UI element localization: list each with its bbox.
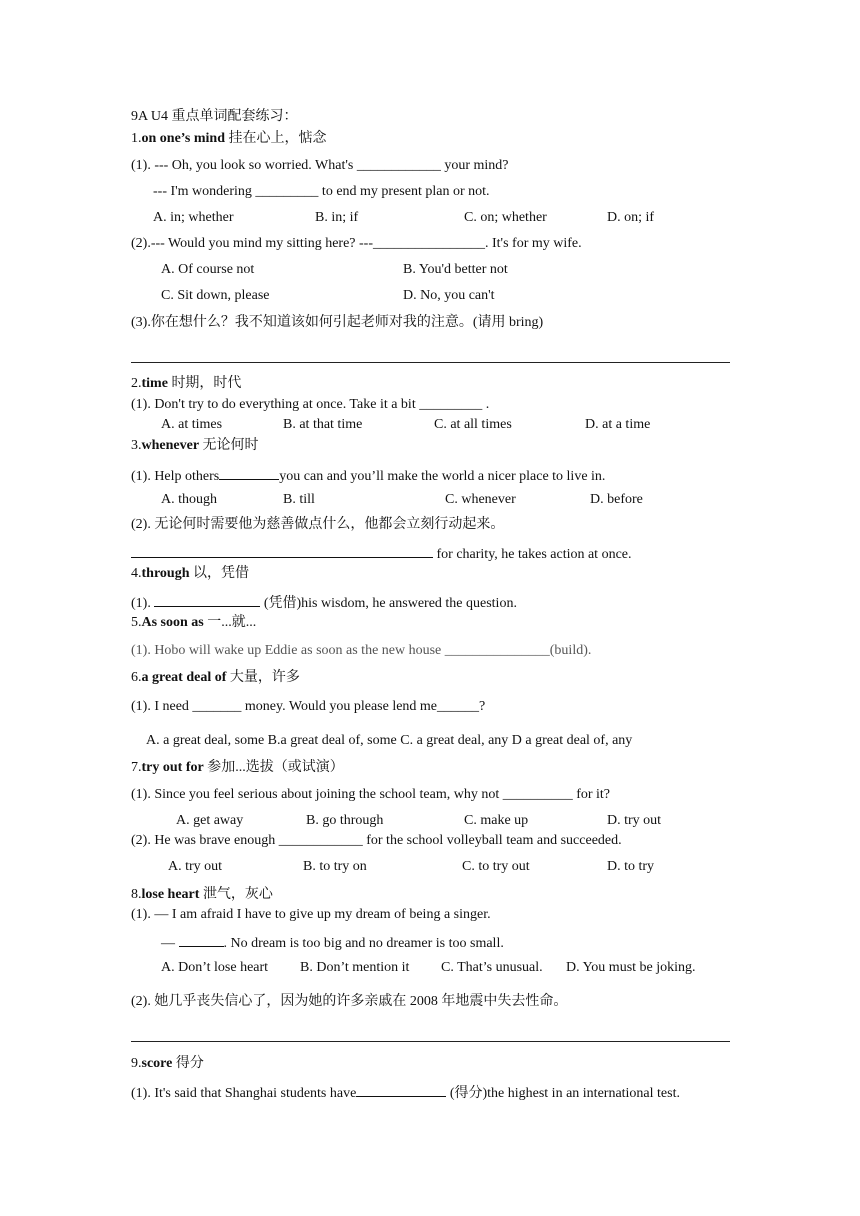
question-4-1	[131, 592, 517, 613]
question-text: . No dream is too big and no dreamer is too small.	[223, 936, 504, 951]
question-8-1-line-a: (1). — I am afraid I have to give up my dream of being a singer.	[131, 907, 491, 922]
section-term: on one’s mind	[141, 131, 226, 146]
blank-line	[131, 543, 433, 558]
option: B. go through	[306, 813, 384, 828]
option: D. at a time	[585, 417, 651, 432]
option: C. to try out	[462, 859, 530, 874]
section-meaning: 大量，许多	[226, 670, 300, 685]
answer-line	[131, 1041, 730, 1042]
option: C. at all times	[434, 417, 512, 432]
section-heading-6	[131, 669, 300, 687]
question-text: (1).	[131, 596, 151, 611]
option: C. whenever	[445, 492, 516, 507]
question-8-2: (2). 她几乎丧失信心了，因为她的许多亲戚在 2008 年地震中失去性命。	[131, 994, 568, 1009]
section-heading-4	[131, 565, 249, 583]
section-meaning: 得分	[172, 1056, 204, 1071]
blank-line	[179, 932, 224, 947]
section-meaning: 无论何时	[199, 438, 259, 453]
section-term: whenever	[141, 438, 200, 453]
section-heading-2	[131, 375, 241, 393]
option: B. to try on	[303, 859, 367, 874]
blank-line	[356, 1082, 446, 1097]
section-meaning: 参加...选拔（或试演）	[203, 760, 344, 775]
question-3-2: (2). 无论何时需要他为慈善做点什么，他都会立刻行动起来。	[131, 517, 505, 532]
option: A. try out	[168, 859, 223, 874]
section-number: 8.	[131, 887, 142, 902]
section-heading-5	[131, 614, 256, 632]
option: D. try out	[607, 813, 662, 828]
question-2-1: (1). Don't try to do everything at once. Take it a bit _________ .	[131, 397, 490, 412]
section-term: through	[141, 566, 190, 581]
section-number: 5.	[131, 615, 142, 630]
question-text: (1). It's said that Shanghai students have	[131, 1086, 357, 1101]
section-term: score	[141, 1056, 173, 1071]
question-text: (得分)the highest in an international test.	[446, 1086, 680, 1101]
options-6-1: A. a great deal, some B.a great deal of, some C. a great deal, any D a great deal of, any	[146, 733, 633, 748]
question-1-1-line-b: --- I'm wondering _________ to end my present plan or not.	[153, 184, 490, 199]
question-1-3: (3).你在想什么？我不知道该如何引起老师对我的注意。(请用 bring)	[131, 315, 544, 330]
option: A. at times	[161, 417, 223, 432]
question-text: (1). Help others	[131, 469, 220, 484]
option: A. get away	[176, 813, 244, 828]
option: B. You'd better not	[403, 262, 508, 277]
question-9-1	[131, 1082, 680, 1103]
section-heading-7	[131, 759, 344, 777]
section-number: 7.	[131, 760, 142, 775]
section-term: lose heart	[141, 887, 200, 902]
section-number: 3.	[131, 438, 142, 453]
question-5-1: (1). Hobo will wake up Eddie as soon as the new house _______________(build).	[131, 643, 592, 658]
section-heading-8	[131, 886, 273, 904]
option: B. till	[283, 492, 315, 507]
section-term: a great deal of	[141, 670, 227, 685]
section-meaning: 泄气，灰心	[199, 887, 273, 902]
option: A. though	[161, 492, 217, 507]
option: B. in; if	[315, 210, 359, 225]
question-3-2-answer	[131, 543, 632, 564]
section-heading-3	[131, 437, 259, 455]
section-meaning: 一...就...	[203, 615, 257, 630]
answer-line	[131, 362, 730, 363]
section-term: As soon as	[141, 615, 204, 630]
section-meaning: 时期，时代	[167, 376, 242, 391]
question-7-2: (2). He was brave enough ____________ for the school volleyball team and succeeded.	[131, 833, 622, 848]
section-number: 2.	[131, 376, 142, 391]
section-meaning: 以，凭借	[189, 566, 249, 581]
question-7-1: (1). Since you feel serious about joining the school team, why not __________ for it?	[131, 787, 611, 802]
section-heading-1	[131, 130, 327, 148]
option: B. at that time	[283, 417, 363, 432]
question-1-2: (2).--- Would you mind my sitting here? ---________________. It's for my wife.	[131, 236, 582, 251]
question-text: —	[161, 936, 179, 951]
option: D. before	[590, 492, 643, 507]
option: D. to try	[607, 859, 655, 874]
option: D. You must be joking.	[566, 960, 696, 975]
section-heading-9	[131, 1055, 204, 1073]
option: C. That’s unusual.	[441, 960, 543, 975]
option: A. Of course not	[161, 262, 255, 277]
question-text: for charity, he takes action at once.	[436, 547, 632, 562]
option: C. on; whether	[464, 210, 547, 225]
option: A. Don’t lose heart	[161, 960, 269, 975]
document-title: 9A U4 重点单词配套练习：	[131, 109, 298, 124]
option: A. in; whether	[153, 210, 234, 225]
section-term: try out for	[141, 760, 204, 775]
question-6-1: (1). I need _______ money. Would you please lend me______?	[131, 699, 486, 714]
question-1-1-line-a: (1). --- Oh, you look so worried. What's ____________ your mind?	[131, 158, 509, 173]
blank-line	[219, 465, 279, 480]
blank-line	[154, 592, 260, 607]
option: C. Sit down, please	[161, 288, 270, 303]
section-number: 9.	[131, 1056, 142, 1071]
section-number: 1.	[131, 131, 142, 146]
question-3-1	[131, 465, 605, 486]
section-number: 4.	[131, 566, 142, 581]
section-term: time	[141, 376, 168, 391]
section-meaning: 挂在心上，惦念	[225, 131, 327, 146]
question-text: you can and you’ll make the world a nicer place to live in.	[279, 469, 606, 484]
question-8-1-line-b	[161, 932, 504, 953]
question-text: (凭借)his wisdom, he answered the question.	[263, 596, 517, 611]
section-number: 6.	[131, 670, 142, 685]
option: D. No, you can't	[403, 288, 495, 303]
option: D. on; if	[607, 210, 655, 225]
option: C. make up	[464, 813, 529, 828]
option: B. Don’t mention it	[300, 960, 410, 975]
